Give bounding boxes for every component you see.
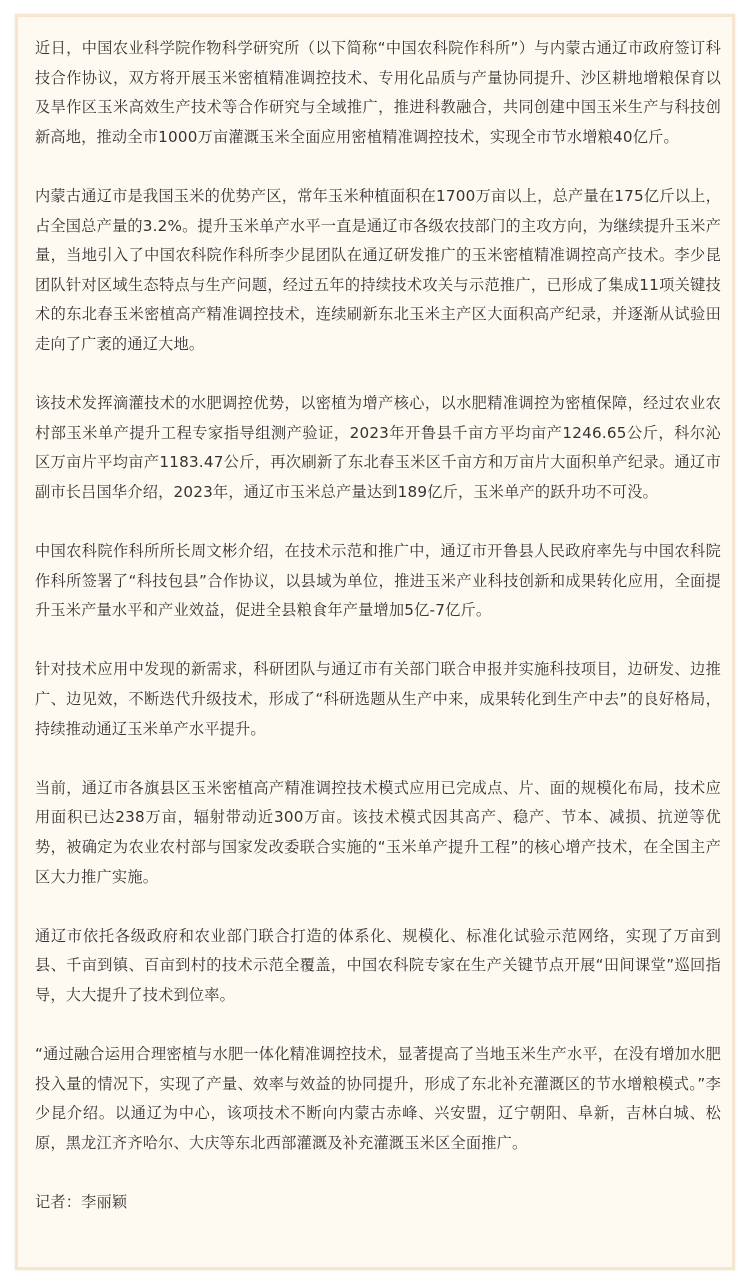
article-paragraph-7: 通辽市依托各级政府和农业部门联合打造的体系化、规模化、标准化试验示范网络，实现了万亩到县、千亩到镇、百亩到村的技术示范全覆盖，中国农科院专家在生产关键节点开展“田间课堂”巡回指导，大大提升了技术到位率。 xyxy=(35,926,721,1004)
article-paragraph-8: “通过融合运用合理密植与水肥一体化精准调控技术，显著提高了当地玉米生产水平，在没有增加水肥投入量的情况下，实现了产量、效率与效益的协同提升，形成了东北补充灌溉区的节水增粮模式。”李少昆介绍。以通辽为中心，该项技术不断向内蒙古赤峰、兴安盟，辽宁朝阳、阜新，吉林白城、松原，黑龙江齐齐哈尔、大庆等东北西部灌溉及补充灌溉玉米区全面推广。 xyxy=(35,1045,721,1152)
article-body xyxy=(35,34,721,1218)
reporter-byline: 记者：李丽颖 xyxy=(35,1193,128,1212)
article-paragraph-3: 该技术发挥滴灌技术的水肥调控优势，以密植为增产核心，以水肥精准调控为密植保障，经过农业农村部玉米单产提升工程专家指导组测产验证，2023年开鲁县千亩方平均亩产1246.65公斤，科尔沁区万亩片平均亩产1183.47公斤，再次刷新了东北春玉米区千亩方和万亩片大面积单产纪录。通辽市副市长吕国华介绍，2023年，通辽市玉米总产量达到189亿斤，玉米单产的跃升功不可没。 xyxy=(35,394,721,501)
article-paragraph-5: 针对技术应用中发现的新需求，科研团队与通辽市有关部门联合申报并实施科技项目，边研发、边推广、边见效，不断迭代升级技术，形成了“科研选题从生产中来，成果转化到生产中去”的良好格局，持续推动通辽玉米单产水平提升。 xyxy=(35,660,721,738)
article-paragraph-6: 当前，通辽市各旗县区玉米密植高产精准调控技术模式应用已完成点、片、面的规模化布局，技术应用面积已达238万亩，辐射带动近300万亩。该技术模式因其高产、稳产、节本、减损、抗逆等优势，被确定为农业农村部与国家发改委联合实施的“玉米单产提升工程”的核心增产技术，在全国主产区大力推广实施。 xyxy=(35,778,721,886)
article-card xyxy=(15,14,735,1270)
article-paragraph-1: 近日，中国农业科学院作物科学研究所（以下简称“中国农科院作科所”）与内蒙古通辽市政府签订科技合作协议，双方将开展玉米密植精准调控技术、专用化品质与产量协同提升、沙区耕地增粮保育以及旱作区玉米高效生产技术等合作研究与全域推广，推进科教融合，共同创建中国玉米生产与科技创新高地，推动全市1000万亩灌溉玉米全面应用密植精准调控技术，实现全市节水增粮40亿斤。 xyxy=(35,39,721,146)
article-paragraph-2: 内蒙古通辽市是我国玉米的优势产区，常年玉米种植面积在1700万亩以上，总产量在175亿斤以上，占全国总产量的3.2%。提升玉米单产水平一直是通辽市各级农技部门的主攻方向，为继续提升玉米产量，当地引入了中国农科院作科所李少昆团队在通辽研发推广的玉米密植精准调控高产技术。李少昆团队针对区域生态特点与生产问题，经过五年的持续技术攻关与示范推广，已形成了集成11项关键技术的东北春玉米密植高产精准调控技术，连续刷新东北玉米主产区大面积高产纪录，并逐渐从试验田走向了广袤的通辽大地。 xyxy=(35,186,721,353)
article-paragraph-4: 中国农科院作科所所长周文彬介绍，在技术示范和推广中，通辽市开鲁县人民政府率先与中国农科院作科所签署了“科技包县”合作协议，以县域为单位，推进玉米产业科技创新和成果转化应用，全面提升玉米产量水平和产业效益，促进全县粮食年产量增加5亿-7亿斤。 xyxy=(35,542,721,620)
